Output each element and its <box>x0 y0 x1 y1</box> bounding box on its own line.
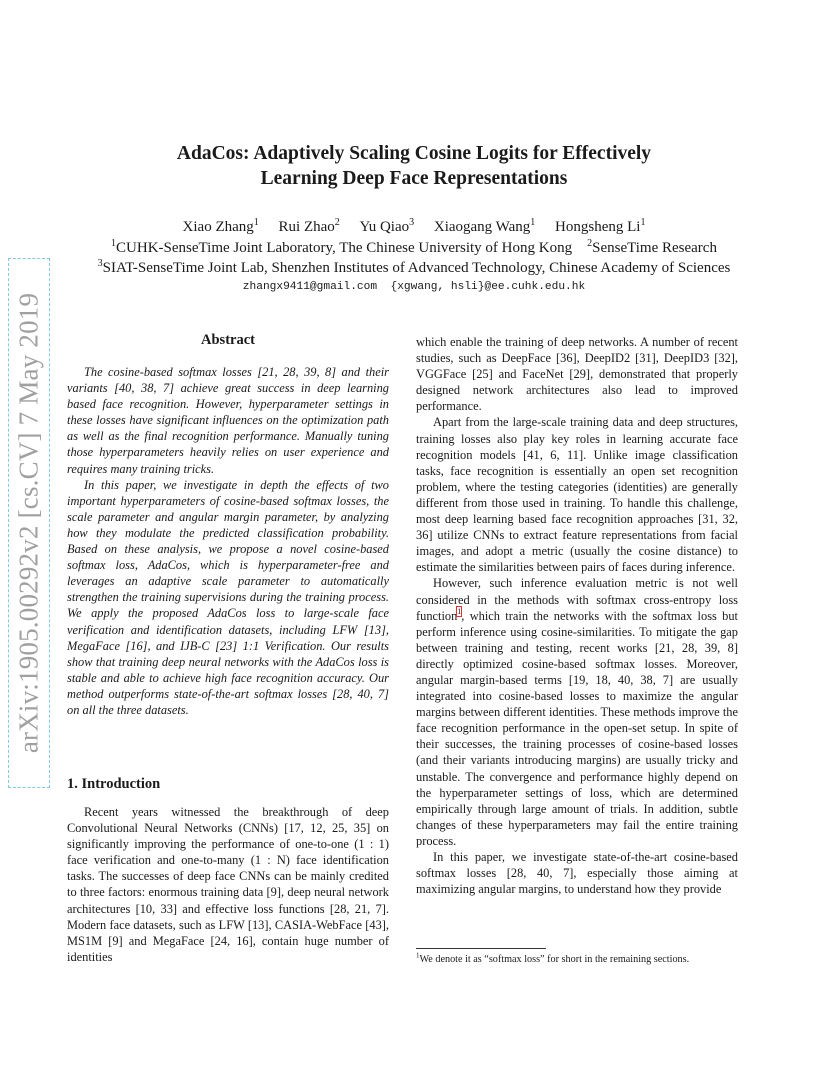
title-line-2: Learning Deep Face Representations <box>260 168 568 189</box>
arxiv-stamp-text: arXiv:1905.00292v2 [cs.CV] 7 May 2019 <box>13 292 44 754</box>
author-list <box>0 217 828 237</box>
footnote-link[interactable]: 1 <box>457 607 462 617</box>
author: Xiao Zhang$^1$ <box>182 217 259 235</box>
author: Xiaogang Wang$^1$ <box>433 217 536 235</box>
title-line-1: AdaCos: Adaptively Scaling Cosine Logits for Effectively <box>176 143 652 164</box>
author: Yu Qiao$^3$ <box>359 217 415 235</box>
abstract-paragraph-2: In this paper, we investigate in depth the effects of two important hyperparameters of cosine-based softmax losses, the scale parameter and angular margin parameter, by analyzing how they modulate the predicted classification probability. Based on these analysis, we propose a novel cosine-based softmax loss, AdaCos, which is hyperparameter-free and leverages an adaptive scale parameter to automatically strengthen the training supervisions during the training process. We apply the proposed AdaCos loss to large-scale face verification and identification datasets, including LFW [13], MegaFace [16], and IJB-C [23] 1:1 Verification. Our results show that training deep neural networks with the AdaCos loss is stable and able to achieve high face recognition accuracy. Our method outperforms state-of-the-art softmax losses [28, 40, 7] on all the three datasets. <box>67 477 389 717</box>
intro-paragraph-4: In this paper, we investigate state-of-the-art cosine-based softmax losses [28, 40, 7], especially those aiming at maximizing angular margins, to understand how they provide <box>416 850 738 897</box>
footnote-text: We denote it as “softmax loss” for short in the remaining sections. <box>419 954 690 965</box>
intro-paragraph-continued: which enable the training of deep networks. A number of recent studies, such as DeepFace [36], DeepID2 [31], DeepID3 [32], VGGFace [25] and FaceNet [29], demonstrated that properly designed network architectures also lead to improved performance. <box>416 335 738 414</box>
paper-title <box>0 141 828 191</box>
introduction-left-body <box>67 804 389 965</box>
abstract-heading: Abstract <box>201 332 255 348</box>
abstract-paragraph-1: The cosine-based softmax losses [21, 28, 39, 8] and their variants [40, 38, 7] achieve great success in deep learning based face recognition. However, hyperparameter settings in these losses have significant influences on the optimization path as well as the final recognition performance. Manually tuning those hyperparameters heavily relies on user experience and requires many training tricks. <box>67 365 389 476</box>
section-heading-introduction: 1. Introduction <box>67 776 161 792</box>
intro-paragraph-3: However, such inference evaluation metric is not well considered in the methods with softmax cross-entropy loss function$^1$, which train the networks with the softmax loss but perform inference using cosine-similarities. To mitigate the gap between training and testing, recent works [21, 28, 39, 8] directly optimized cosine-based softmax losses. Moreover, angular margin-based terms [19, 18, 40, 38, 7] are usually integrated into cosine-based losses to maximize the angular margins between different identities. These methods improve the face recognition performance in the open-set setup. In spite of their successes, the training processes of cosine-based losses (and their variants introducing margins) are usually tricky and unstable. The convergence and performance highly depend on the hyperparameter settings of loss, which are determined empirically through large amount of trials. In addition, subtle changes of these hyperparameters may fail the entire training process. <box>416 576 738 848</box>
arxiv-stamp <box>8 258 50 788</box>
author-emails: zhangx9411@gmail.com {xgwang, hsli}@ee.cuhk.edu.hk <box>242 281 586 293</box>
intro-paragraph-1: Recent years witnessed the breakthrough of deep Convolutional Neural Networks (CNNs) [17, 12, 25, 35] on significantly improving the performance of one-to-one (1 : 1) face verification and one-to-many (1 : N) face identification tasks. The successes of deep face CNNs can be mainly credited to three factors: enormous training data [9], deep neural network architectures [10, 33] and effective loss functions [28, 21, 7]. Modern face datasets, such as LFW [13], CASIA-WebFace [43], MS1M [9] and MegaFace [24, 16], contain huge number of identities <box>67 805 389 964</box>
footnote-rule <box>416 948 546 949</box>
intro-paragraph-2: Apart from the large-scale training data and deep structures, training losses also play key roles in learning accurate face recognition models [41, 6, 11]. Unlike image classification tasks, face recognition is essentially an open set recognition problem, where the testing categories (identities) are generally different from those used in training. To handle this challenge, most deep learning based face recognition approaches [31, 32, 36] utilize CNNs to extract feature representations from facial images, and adopt a metric (usually the cosine distance) to estimate the similarities between pairs of faces during inference. <box>416 415 738 575</box>
introduction-right-body <box>416 334 738 897</box>
affiliation-line-2: $^3$SIAT-SenseTime Joint Lab, Shenzhen Institutes of Advanced Technology, Chinese Academy of Sciences <box>97 258 731 276</box>
footnote: $^1$We denote it as “softmax loss” for short in the remaining sections. <box>416 951 690 965</box>
affiliation-line-1: $^1$CUHK-SenseTime Joint Laboratory, The Chinese University of Hong Kong $^2$SenseTime Research <box>111 238 717 256</box>
author: Hongsheng Li$^1$ <box>555 217 646 235</box>
author: Rui Zhao$^2$ <box>278 217 340 235</box>
abstract-body <box>67 364 389 718</box>
